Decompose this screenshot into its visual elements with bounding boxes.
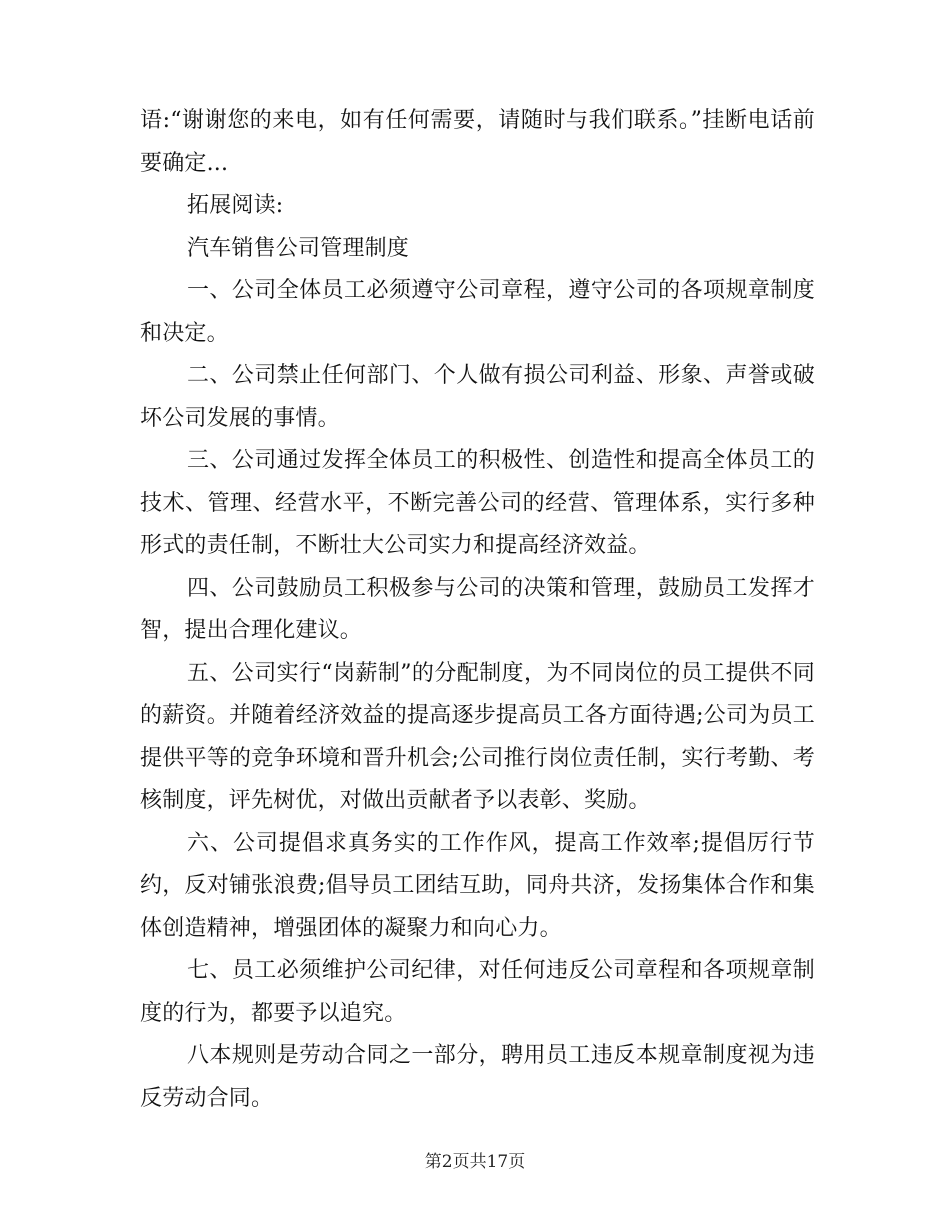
paragraph-rule-4: 四、公司鼓励员工积极参与公司的决策和管理，鼓励员工发挥才智，提出合理化建议。 — [140, 575, 815, 643]
paragraph-section-title: 汽车销售公司管理制度 — [187, 235, 410, 261]
paragraph-continuation: 语:“谢谢您的来电，如有任何需要，请随时与我们联系。”挂断电话前要确定... — [140, 108, 815, 176]
paragraph-rule-1: 一、公司全体员工必须遵守公司章程，遵守公司的各项规章制度和决定。 — [140, 278, 815, 346]
paragraph-rule-7: 七、员工必须维护公司纪律，对任何违反公司章程和各项规章制度的行为，都要予以追究。 — [140, 958, 815, 1026]
paragraph-extended-reading: 拓展阅读: — [187, 193, 284, 218]
paragraph-rule-2: 二、公司禁止任何部门、个人做有损公司利益、形象、声誉或破坏公司发展的事情。 — [140, 363, 815, 431]
paragraph-rule-5: 五、公司实行“岗薪制”的分配制度，为不同岗位的员工提供不同的薪资。并随着经济效益的提高逐步提高员工各方面待遇;公司为员工提供平等的竞争环境和晋升机会;公司推行岗位责任制，实行考勤、考核制度，评先树优，对做出贡献者予以表彰、奖励。 — [140, 660, 815, 813]
document-body — [140, 100, 815, 1120]
paragraph-rule-8: 八本规则是劳动合同之一部分，聘用员工违反本规章制度视为违反劳动合同。 — [140, 1043, 815, 1111]
paragraph-rule-3: 三、公司通过发挥全体员工的积极性、创造性和提高全体员工的技术、管理、经营水平，不断完善公司的经营、管理体系，实行多种形式的责任制，不断壮大公司实力和提高经济效益。 — [140, 448, 815, 558]
page-number-footer: 第2页共17页 — [424, 1152, 526, 1172]
paragraph-rule-6: 六、公司提倡求真务实的工作作风，提高工作效率;提倡厉行节约，反对铺张浪费;倡导员工团结互助，同舟共济，发扬集体合作和集体创造精神，增强团体的凝聚力和向心力。 — [140, 830, 815, 941]
